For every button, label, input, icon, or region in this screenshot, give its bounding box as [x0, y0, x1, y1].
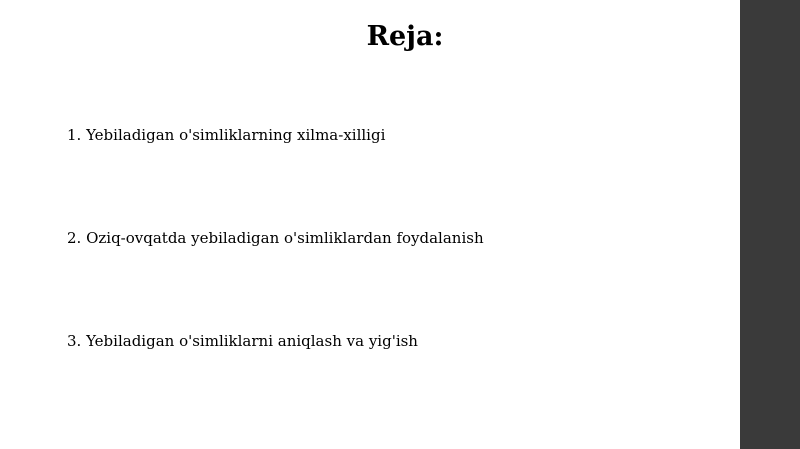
plan-item-2: 2. Oziq-ovqatda yebiladigan o'simliklardan foydalanish [67, 229, 484, 247]
plan-item-3: 3. Yebiladigan o'simliklarni aniqlash va yig'ish [67, 332, 418, 350]
plan-item-1: 1. Yebiladigan o'simliklarning xilma-xilligi [67, 126, 386, 144]
side-panel [740, 0, 800, 449]
slide-title: Reja: [366, 21, 444, 52]
